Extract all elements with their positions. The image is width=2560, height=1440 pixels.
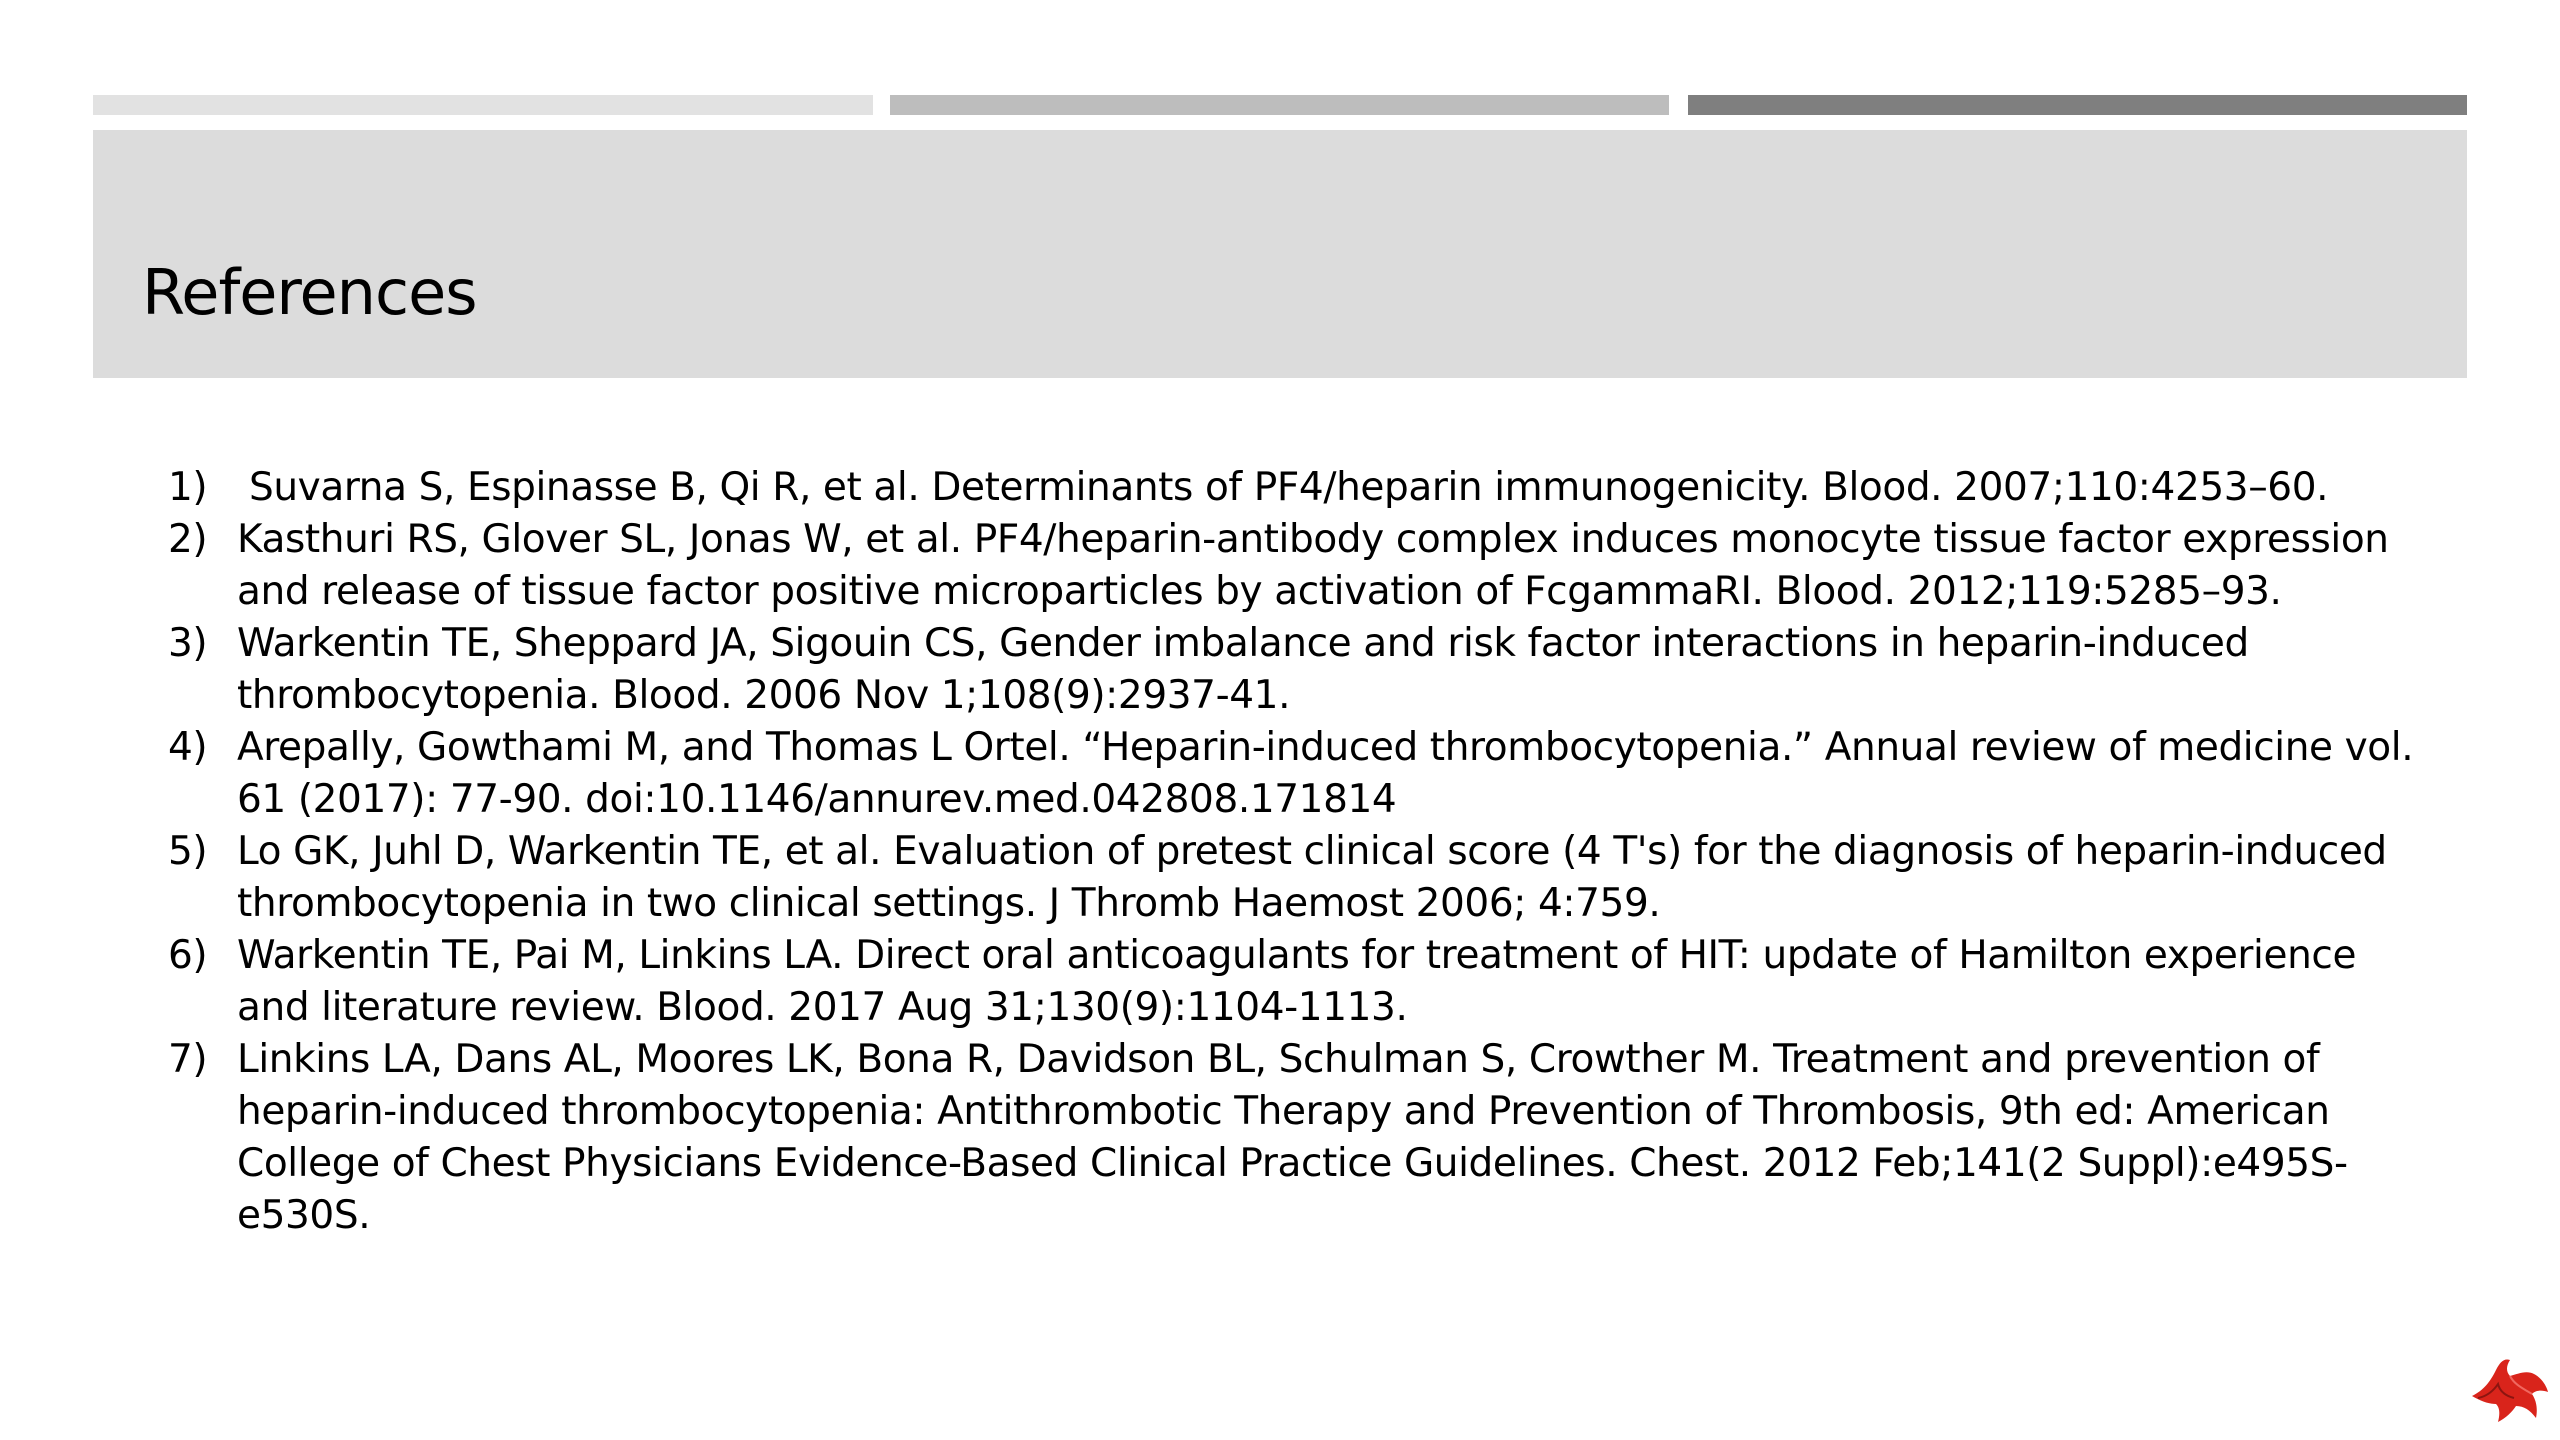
reference-number: 7) bbox=[168, 1037, 208, 1082]
reference-item bbox=[160, 1034, 2420, 1242]
reference-number: 4) bbox=[168, 725, 208, 770]
reference-text: Lo GK, Juhl D, Warkentin TE, et al. Evaluation of pretest clinical score (4 T's) for the diagnosis of heparin-induced thrombocytopenia in two clinical settings. J Thromb Haemost 2006; 4:759. bbox=[237, 829, 2387, 926]
reference-list bbox=[160, 462, 2420, 1242]
reference-number: 1) bbox=[168, 465, 208, 510]
reference-item bbox=[160, 514, 2420, 618]
reference-text: Suvarna S, Espinasse B, Qi R, et al. Determinants of PF4/heparin immunogenicity. Blood. 2007;110:4253–60. bbox=[237, 465, 2329, 510]
reference-item bbox=[160, 722, 2420, 826]
reference-text: Warkentin TE, Sheppard JA, Sigouin CS, Gender imbalance and risk factor interactions in heparin-induced thrombocytopenia. Blood. 2006 Nov 1;108(9):2937-41. bbox=[237, 621, 2249, 718]
slide-title: References bbox=[142, 256, 477, 329]
reference-number: 2) bbox=[168, 517, 208, 562]
reference-text: Kasthuri RS, Glover SL, Jonas W, et al. PF4/heparin-antibody complex induces monocyte tissue factor expression and release of tissue factor positive microparticles by activation of FcgammaRI. Blood. 2012;119:5285–93. bbox=[237, 517, 2389, 614]
reference-item bbox=[160, 930, 2420, 1034]
reference-item bbox=[160, 618, 2420, 722]
reference-item bbox=[160, 462, 2420, 514]
accent-bar-light bbox=[93, 95, 873, 115]
reference-text: Arepally, Gowthami M, and Thomas L Ortel. “Heparin-induced thrombocytopenia.” Annual review of medicine vol. 61 (2017): 77-90. doi:10.1146/annurev.med.042808.171814 bbox=[237, 725, 2414, 822]
reference-item bbox=[160, 826, 2420, 930]
reference-number: 6) bbox=[168, 933, 208, 978]
red-animal-logo-icon bbox=[2466, 1348, 2550, 1426]
reference-text: Linkins LA, Dans AL, Moores LK, Bona R, Davidson BL, Schulman S, Crowther M. Treatment and prevention of heparin-induced thrombocytopenia: Antithrombotic Therapy and Prevention of Thrombosis, 9th ed: American College of Chest Physicians Evidence-Based Clinical Practice Guidelines. Chest. 2012 Feb;141(2 Suppl):e495S-e530S. bbox=[237, 1037, 2348, 1238]
title-band bbox=[93, 130, 2467, 378]
reference-text: Warkentin TE, Pai M, Linkins LA. Direct oral anticoagulants for treatment of HIT: update of Hamilton experience and literature review. Blood. 2017 Aug 31;130(9):1104-1113. bbox=[237, 933, 2357, 1030]
reference-number: 5) bbox=[168, 829, 208, 874]
accent-bar-dark bbox=[1688, 95, 2467, 115]
accent-bar-mid bbox=[890, 95, 1669, 115]
reference-number: 3) bbox=[168, 621, 208, 666]
